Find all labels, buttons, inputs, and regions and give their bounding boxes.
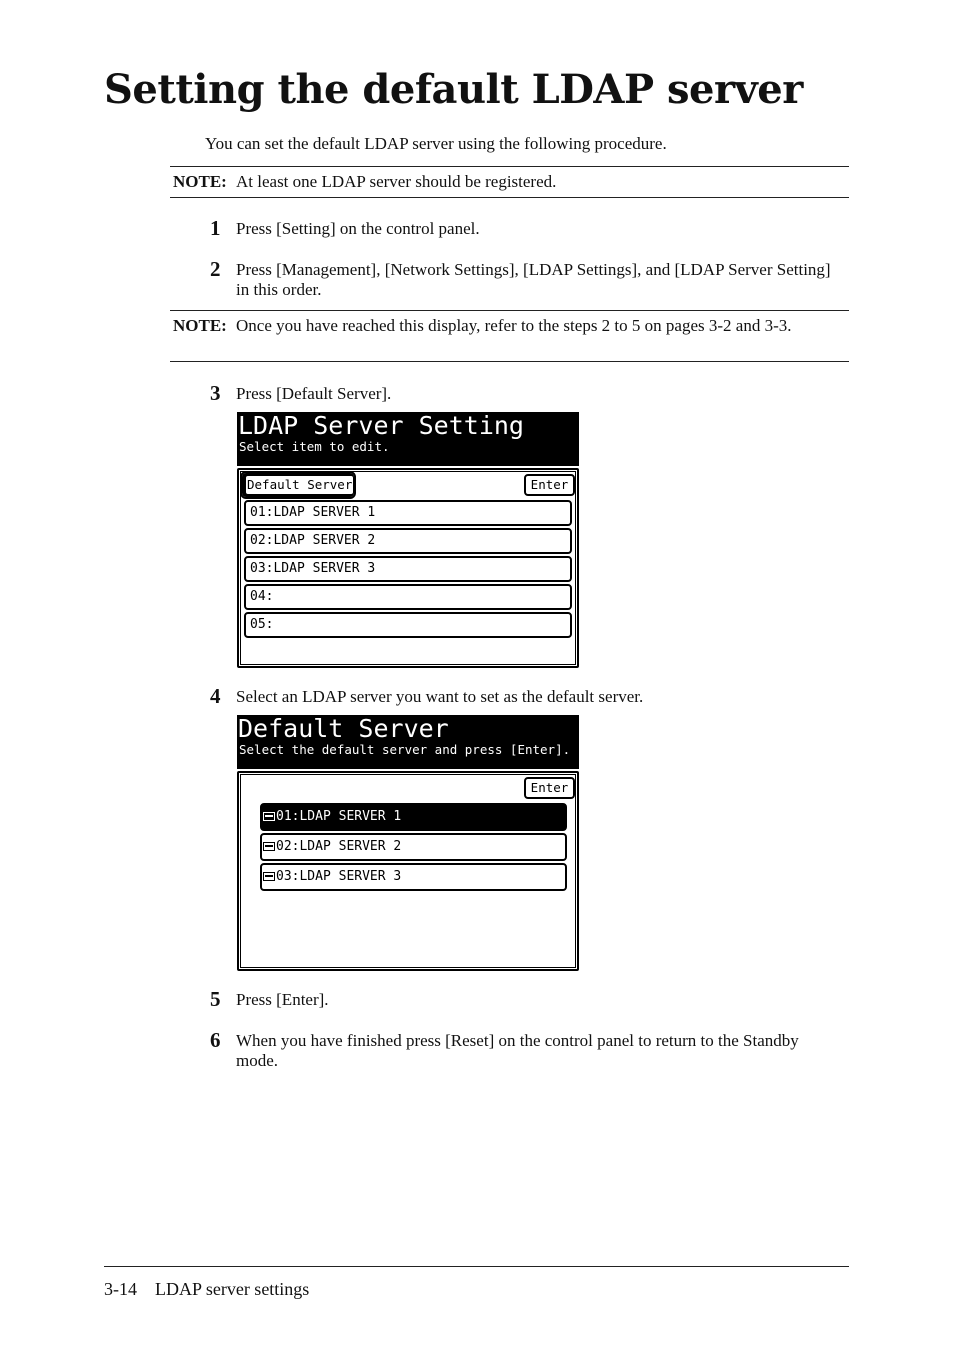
server-row[interactable] xyxy=(244,612,572,638)
server-option-label: 01:LDAP SERVER 1 xyxy=(276,809,402,824)
step-number: 6 xyxy=(210,1028,221,1052)
screen-header xyxy=(237,715,579,769)
note-text: At least one LDAP server should be registered. xyxy=(236,172,557,191)
screen-title: Default Server xyxy=(238,714,449,743)
screen-subtitle: Select the default server and press [Enter]. xyxy=(239,742,571,757)
step-number: 4 xyxy=(210,684,221,708)
note-box xyxy=(170,166,849,198)
server-row-label: 01:LDAP SERVER 1 xyxy=(250,505,376,520)
server-row[interactable] xyxy=(244,500,572,526)
footer-divider xyxy=(104,1266,849,1267)
server-row[interactable] xyxy=(244,528,572,554)
step-number: 3 xyxy=(210,381,221,405)
screen-title: LDAP Server Setting xyxy=(238,411,524,440)
server-icon xyxy=(263,842,275,851)
server-option[interactable] xyxy=(260,803,567,831)
note-label: NOTE: xyxy=(173,172,227,191)
server-icon xyxy=(263,812,275,821)
server-option-label: 03:LDAP SERVER 3 xyxy=(276,869,402,884)
enter-label: Enter xyxy=(530,780,569,795)
page-number: 3-14 xyxy=(104,1279,137,1299)
screen-header xyxy=(237,412,579,466)
server-row-label: 03:LDAP SERVER 3 xyxy=(250,561,376,576)
server-row[interactable] xyxy=(244,584,572,610)
step-text: When you have finished press [Reset] on the control panel to return to the Standby mode. xyxy=(236,1031,799,1070)
note-text: Once you have reached this display, refer to the steps 2 to 5 on pages 3-2 and 3-3. xyxy=(236,316,792,335)
step-number: 2 xyxy=(210,257,221,281)
page-title: Setting the default LDAP server xyxy=(104,66,803,113)
note-label: NOTE: xyxy=(173,316,227,335)
ldap-server-setting-screen xyxy=(237,412,579,668)
step-text: Press [Management], [Network Settings], [LDAP Settings], and [LDAP Server Setting] in this order. xyxy=(236,260,831,299)
default-server-label: Default Server xyxy=(247,477,353,492)
step-text: Press [Setting] on the control panel. xyxy=(236,219,480,238)
screen-subtitle: Select item to edit. xyxy=(239,439,390,454)
step-text: Select an LDAP server you want to set as the default server. xyxy=(236,687,644,706)
server-option[interactable] xyxy=(260,833,567,861)
server-option[interactable] xyxy=(260,863,567,891)
server-row[interactable] xyxy=(244,556,572,582)
screen-body xyxy=(237,771,579,971)
step-number: 5 xyxy=(210,987,221,1011)
page-footer xyxy=(104,1279,309,1300)
enter-button[interactable] xyxy=(524,777,575,799)
server-option-label: 02:LDAP SERVER 2 xyxy=(276,839,402,854)
server-icon xyxy=(263,872,275,881)
step-text: Press [Default Server]. xyxy=(236,384,392,403)
note-box xyxy=(170,310,849,362)
screen-body xyxy=(237,468,579,668)
default-server-screen xyxy=(237,715,579,971)
server-row-label: 04: xyxy=(250,589,274,604)
section-name: LDAP server settings xyxy=(155,1279,310,1299)
enter-label: Enter xyxy=(530,477,569,492)
enter-button[interactable] xyxy=(524,474,575,496)
server-row-label: 02:LDAP SERVER 2 xyxy=(250,533,376,548)
step-text: Press [Enter]. xyxy=(236,990,329,1009)
default-server-button[interactable] xyxy=(242,473,354,497)
step-number: 1 xyxy=(210,216,221,240)
intro-text: You can set the default LDAP server using the following procedure. xyxy=(205,134,667,153)
server-row-label: 05: xyxy=(250,617,274,632)
